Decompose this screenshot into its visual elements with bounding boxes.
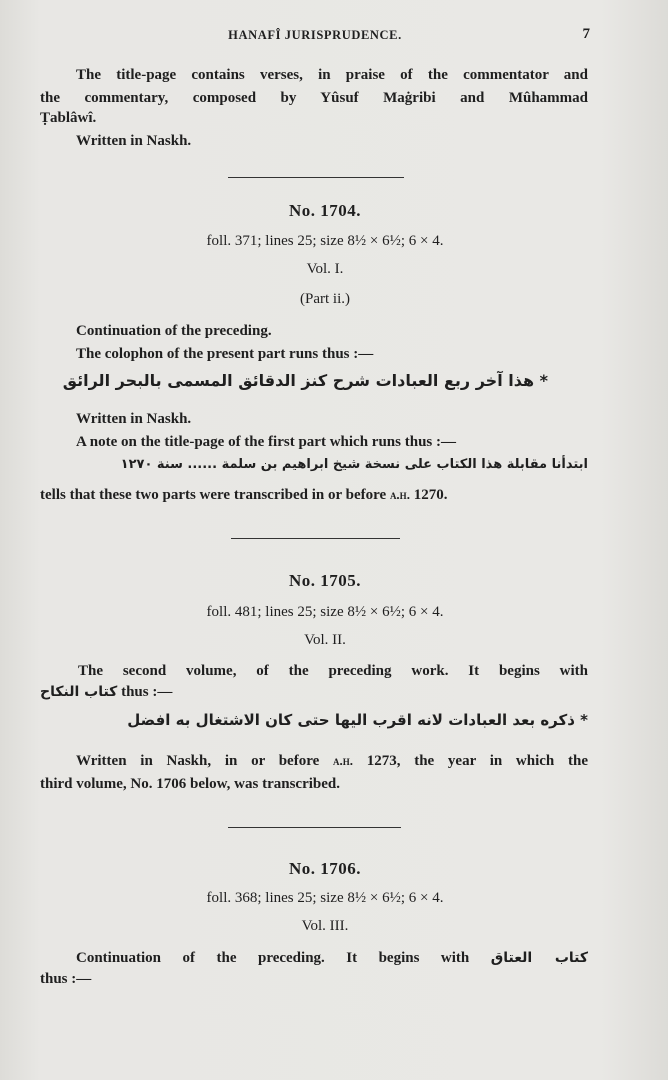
entry-1705-volume: Vol. II. xyxy=(304,632,346,648)
running-header xyxy=(0,28,668,48)
entry-1705-heading: No. 1705. xyxy=(288,571,362,590)
section-divider xyxy=(228,177,404,178)
entry-1704-meta: foll. 371; lines 25; size 8½ × 6½; 6 × 4. xyxy=(206,233,444,249)
entry-1704-line-5-pre: tells that these two parts were transcribed in or before xyxy=(40,487,387,503)
entry-1706-volume: Vol. III. xyxy=(301,918,349,934)
entry-1705-line-3-post: 1273, the year in which the xyxy=(366,753,589,769)
entry-1704-line-5-post: 1270. xyxy=(413,487,448,503)
entry-1705-meta: foll. 481; lines 25; size 8½ × 6½; 6 × 4. xyxy=(206,604,444,620)
entry-1704-line-4: A note on the title-page of the first part which runs thus :— xyxy=(76,434,456,450)
entry-1704-arabic-colophon: * هذا آخر ربع العبادات شرح كنز الدقائق المسمى بالبحر الرائق xyxy=(62,371,548,390)
entry-1704-heading: No. 1704. xyxy=(288,201,362,220)
section-divider xyxy=(231,538,400,539)
entry-1706-line-1-arabic: كتاب العتاق xyxy=(490,950,589,966)
entry-1705-line-1: The second volume, of the preceding work. It begins with xyxy=(78,663,588,679)
page-number: 7 xyxy=(582,26,590,42)
entry-1704-arabic-note: ابتدأنا مقابلة هذا الكتاب على نسخة شيخ ابراهيم بن سلمة ...... سنة ١٢٧٠ xyxy=(120,457,588,472)
entry-1705-line-2 xyxy=(40,681,588,703)
entry-1704-line-2: The colophon of the present part runs thus :— xyxy=(76,346,374,362)
entry-1706-heading: No. 1706. xyxy=(288,859,362,878)
intro-line-3: Ṭablâwî. xyxy=(40,110,97,126)
entry-1705-line-3 xyxy=(40,750,588,772)
entry-1705-line-2-text: thus :— xyxy=(121,684,173,700)
entry-1705-line-3-ah: a.h. xyxy=(332,753,353,768)
entry-1704-volume: Vol. I. xyxy=(306,261,344,277)
entry-1706-meta: foll. 368; lines 25; size 8½ × 6½; 6 × 4. xyxy=(206,890,444,906)
section-divider xyxy=(228,827,401,828)
entry-1705-line-4: third volume, No. 1706 below, was transcribed. xyxy=(40,776,340,792)
entry-1704-line-5-ah: a.h. xyxy=(389,487,410,502)
intro-line-4: Written in Naskh. xyxy=(76,133,192,149)
entry-1705-arabic-incipit: * ذكره بعد العبادات لانه اقرب اليها حتى كان الاشتغال به افضل xyxy=(127,711,588,729)
entry-1704-line-1: Continuation of the preceding. xyxy=(76,323,272,339)
entry-1706-line-1 xyxy=(40,947,588,969)
entry-1705-line-3-pre: Written in Naskh, in or before xyxy=(76,753,320,769)
intro-line-1: The title-page contains verses, in praise of the commentator and xyxy=(76,67,588,83)
intro-line-2: the commentary, composed by Yûsuf Maġribi and Mûhammad xyxy=(40,90,588,106)
entry-1704-line-5 xyxy=(40,484,588,506)
entry-1704-line-3: Written in Naskh. xyxy=(76,411,192,427)
header-title: HANAFÎ JURISPRUDENCE. xyxy=(228,28,402,42)
entry-1706-line-1-text: Continuation of the preceding. It begins with xyxy=(76,950,470,966)
entry-1705-line-2-arabic: كتاب النكاح xyxy=(40,684,118,700)
entry-1704-part: (Part ii.) xyxy=(300,291,350,307)
entry-1706-line-2: thus :— xyxy=(40,971,92,987)
